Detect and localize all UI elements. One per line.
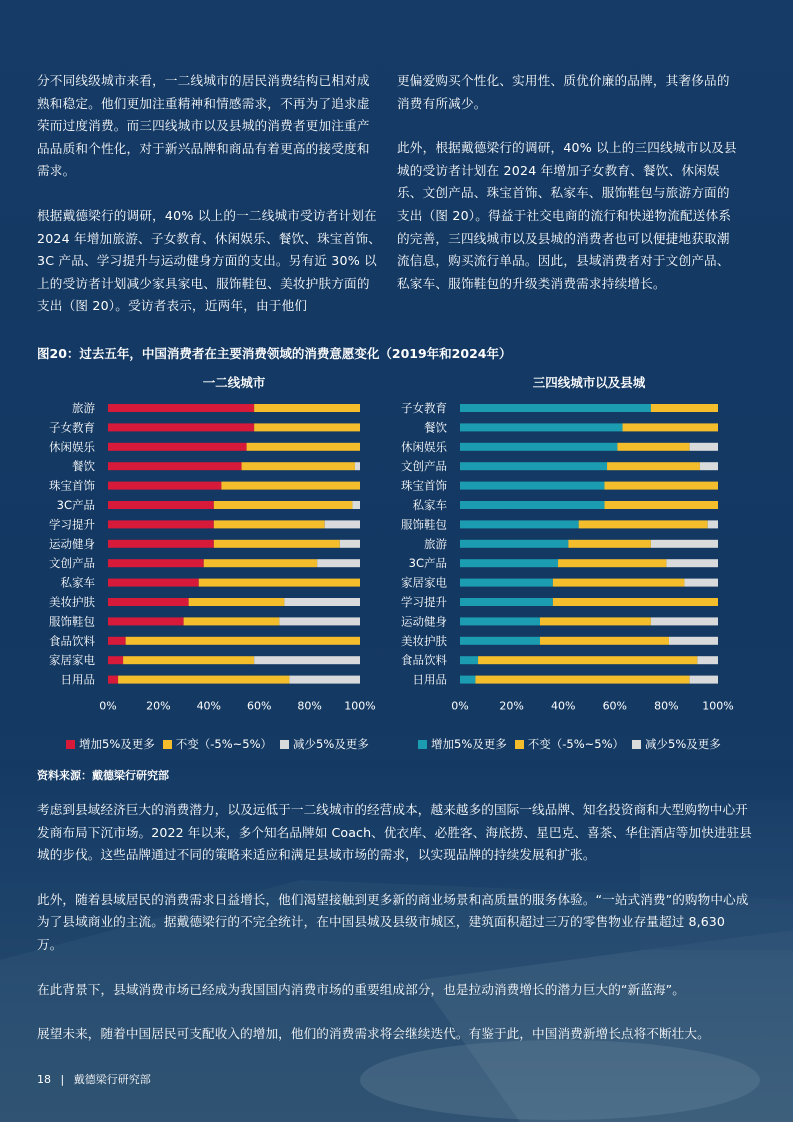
tick-label: 20% [499,699,524,713]
bar-segment [108,520,214,528]
chart-tier34 [382,398,742,728]
bar-segment [460,656,478,664]
legend-item [163,736,272,752]
category-label: 休闲娱乐 [49,439,95,454]
category-label: 文创产品 [49,556,95,571]
bar-segment [553,579,685,587]
tick-label: 100% [702,699,734,713]
bar-segment [460,462,607,470]
category-label: 家居家电 [49,653,95,668]
legend-item [66,736,155,752]
bar-segment [460,482,604,490]
bar-segment [460,443,617,451]
paragraph: 此外，根据戴德梁行的调研，40% 以上的三四线城市以及县城的受访者计划在 2024 年增加子女教育、餐饮、休闲娱乐、文创产品、珠宝首饰、私家车、服饰鞋包与旅游方面的支出（图 20）。得益于社交电商的流行和快递物流配送体系的完善，三四线城市以及县城的消费者也可以便捷地获取潮流信息，购买流行单品。因此，县域消费者对于文创产品、私家车、服饰鞋包的升级类消费需求持续增长。 [397,140,737,291]
bar-segment [475,676,689,684]
tick-label: 20% [146,699,171,713]
bar-segment [684,579,718,587]
legend-item [515,736,624,752]
bar-segment [108,676,118,684]
right-text-column [397,70,742,317]
bar-segment [460,423,623,431]
bar-segment [697,656,718,664]
bar-segment [460,559,558,567]
bar-segment [690,676,718,684]
tick-label: 80% [297,699,322,713]
bar-segment [579,520,708,528]
bar-segment [460,637,540,645]
paragraph: 根据戴德梁行的调研，40% 以上的一二线城市受访者计划在 2024 年增加旅游、子女教育、休闲娱乐、餐饮、珠宝首饰、3C 产品、学习提升与运动健身方面的支出。另有近 30% 以上的受访者计划减少家具家电、服饰鞋包、美妆护肤方面的支出（图 20）。受访者表示，近两年，由于他们 [37,207,382,314]
bar-segment [604,482,718,490]
bar-segment [607,462,700,470]
category-label: 旅游 [424,536,447,551]
bar-segment [460,579,553,587]
category-label: 服饰鞋包 [49,614,95,629]
legend-label: 不变（-5%~5%） [527,737,625,751]
bar-segment [478,656,697,664]
figure-title: 图20：过去五年，中国消费者在主要消费领域的消费意愿变化（2019年和2024年） [37,346,512,361]
category-label: 子女教育 [401,401,447,415]
bar-segment [118,676,289,684]
bar-segment [108,462,242,470]
category-label: 服饰鞋包 [401,517,447,532]
bar-segment [204,559,317,567]
category-label: 运动健身 [49,536,95,551]
footer-divider: | [60,1073,65,1086]
chart-tier12 [30,398,380,728]
category-label: 珠宝首饰 [49,478,95,493]
category-label: 食品饮料 [49,633,95,648]
bar-segment [108,598,189,606]
paragraph: 展望未来，随着中国居民可支配收入的增加，他们的消费需求将会继续迭代。有鉴于此，中国消费新增长点将不断壮大。 [37,1026,710,1042]
bar-segment [568,540,651,548]
category-label: 私家车 [60,575,95,590]
bar-segment [214,540,340,548]
bar-segment [123,656,254,664]
bar-segment [460,598,553,606]
bar-segment [460,540,568,548]
bar-segment [254,423,360,431]
bar-segment [108,637,126,645]
legend-item [280,736,369,752]
bar-segment [690,443,718,451]
bar-segment [254,404,360,412]
left-text-column [37,70,382,340]
tick-label: 0% [99,699,117,713]
bar-segment [460,676,475,684]
category-label: 文创产品 [401,459,447,474]
bar-segment [708,520,718,528]
bar-segment [317,559,360,567]
legend-swatch [66,740,75,749]
category-label: 餐饮 [72,459,95,474]
tick-label: 60% [602,699,628,713]
category-label: 休闲娱乐 [401,439,447,454]
chart-title-tier34: 三四线城市以及县城 [532,375,646,390]
bar-segment [460,520,579,528]
category-label: 美妆护肤 [49,595,95,609]
legend-swatch [163,740,172,749]
bar-segment [108,559,204,567]
bar-segment [666,559,718,567]
footer-org: 戴德梁行研究部 [73,1073,151,1086]
tick-label: 100% [344,699,376,713]
category-label: 食品饮料 [401,653,447,668]
category-label: 美妆护肤 [401,633,447,648]
bar-segment [289,676,360,684]
bar-segment [108,617,184,625]
bar-segment [540,637,669,645]
source-note: 资料来源：戴德梁行研究部 [37,769,169,782]
bar-segment [108,482,221,490]
bar-segment [355,462,360,470]
legend-swatch [418,740,427,749]
bar-segment [604,501,718,509]
bar-segment [126,637,360,645]
paragraph: 在此背景下，县域消费市场已经成为我国国内消费市场的重要组成部分，也是拉动消费增长的潜力巨大的“新蓝海”。 [37,981,685,997]
page-footer [37,1071,151,1087]
bar-segment [669,637,718,645]
tick-label: 40% [196,699,222,713]
bar-segment [214,501,353,509]
legend-swatch [632,740,641,749]
bar-segment [325,520,360,528]
bar-segment [279,617,360,625]
bar-segment [700,462,718,470]
body-text [37,799,752,1068]
legend-label: 不变（-5%~5%） [175,737,273,751]
bar-segment [651,617,718,625]
bar-segment [651,540,718,548]
paragraph: 分不同线级城市来看，一二线城市的居民消费结构已相对成熟和稳定。他们更加注重精神和情感需求，不再为了追求虚荣而过度消费。而三四线城市以及县城的消费者更加注重产品品质和个性化，对于新兴品牌和商品有着更高的接受度和需求。 [37,73,370,179]
category-label: 学习提升 [401,595,447,609]
bar-segment [108,423,254,431]
bar-segment [460,617,540,625]
legend-label: 增加5%及更多 [79,737,155,751]
legend-label: 减少5%及更多 [293,737,369,751]
legend-label: 减少5%及更多 [645,737,721,751]
tick-label: 60% [246,699,272,713]
bar-segment [617,443,689,451]
bar-segment [189,598,285,606]
bar-segment [184,617,280,625]
category-label: 子女教育 [49,420,95,435]
legend-item [632,736,721,752]
category-label: 3C产品 [56,498,95,512]
bar-segment [108,656,123,664]
bar-segment [108,501,214,509]
paragraph: 更偏爱购买个性化、实用性、质优价廉的品牌，其奢侈品的消费有所减少。 [397,73,730,111]
bar-segment [352,501,360,509]
bar-segment [651,404,718,412]
bar-segment [284,598,360,606]
category-label: 珠宝首饰 [401,478,447,493]
category-label: 日用品 [412,672,447,687]
category-label: 日用品 [60,672,95,687]
bar-segment [460,501,604,509]
chart-title-tier12: 一二线城市 [202,375,266,390]
bar-segment [623,423,718,431]
bar-segment [242,462,355,470]
legend-swatch [515,740,524,749]
bar-segment [108,443,247,451]
legend-tier12 [66,736,377,752]
tick-label: 0% [451,699,469,713]
bar-segment [108,540,214,548]
bar-segment [214,520,325,528]
category-label: 运动健身 [401,614,447,629]
category-label: 学习提升 [49,517,95,532]
category-label: 家居家电 [401,575,447,590]
legend-item [418,736,507,752]
legend-label: 增加5%及更多 [431,737,507,751]
legend-swatch [280,740,289,749]
bar-segment [553,598,718,606]
bar-segment [254,656,360,664]
bar-segment [460,404,651,412]
tick-label: 80% [654,699,679,713]
category-label: 3C产品 [408,556,447,571]
bar-segment [247,443,360,451]
page-number: 18 [37,1073,51,1086]
category-label: 餐饮 [424,420,447,435]
legend-tier34 [418,736,729,752]
category-label: 旅游 [72,401,95,415]
bar-segment [221,482,360,490]
paragraph: 考虑到县域经济巨大的消费潜力，以及远低于一二线城市的经营成本，越来越多的国际一线品牌、知名投资商和大型购物中心开发商布局下沉市场。2022 年以来，多个知名品牌如 Coach、优衣库、必胜客、海底捞、星巴克、喜茶、华住酒店等加快进驻县城的步伐。这些品牌通过不同的策略来适应和满足县域市场的需求，以实现品牌的持续发展和扩张。 [37,802,752,863]
category-label: 私家车 [412,498,447,512]
bar-segment [340,540,360,548]
bar-segment [558,559,666,567]
paragraph: 此外，随着县域居民的消费需求日益增长，他们渴望接触到更多新的商业场景和高质量的服务体验。“一站式消费”的购物中心成为了县域商业的主流。据戴德梁行的不完全统计，在中国县城及县级市城区，建筑面积超过三万的零售物业存量超过 8,630 万。 [37,891,749,952]
tick-label: 40% [550,699,576,713]
bar-segment [108,404,254,412]
bar-segment [199,579,360,587]
bar-segment [540,617,651,625]
bar-segment [108,579,199,587]
